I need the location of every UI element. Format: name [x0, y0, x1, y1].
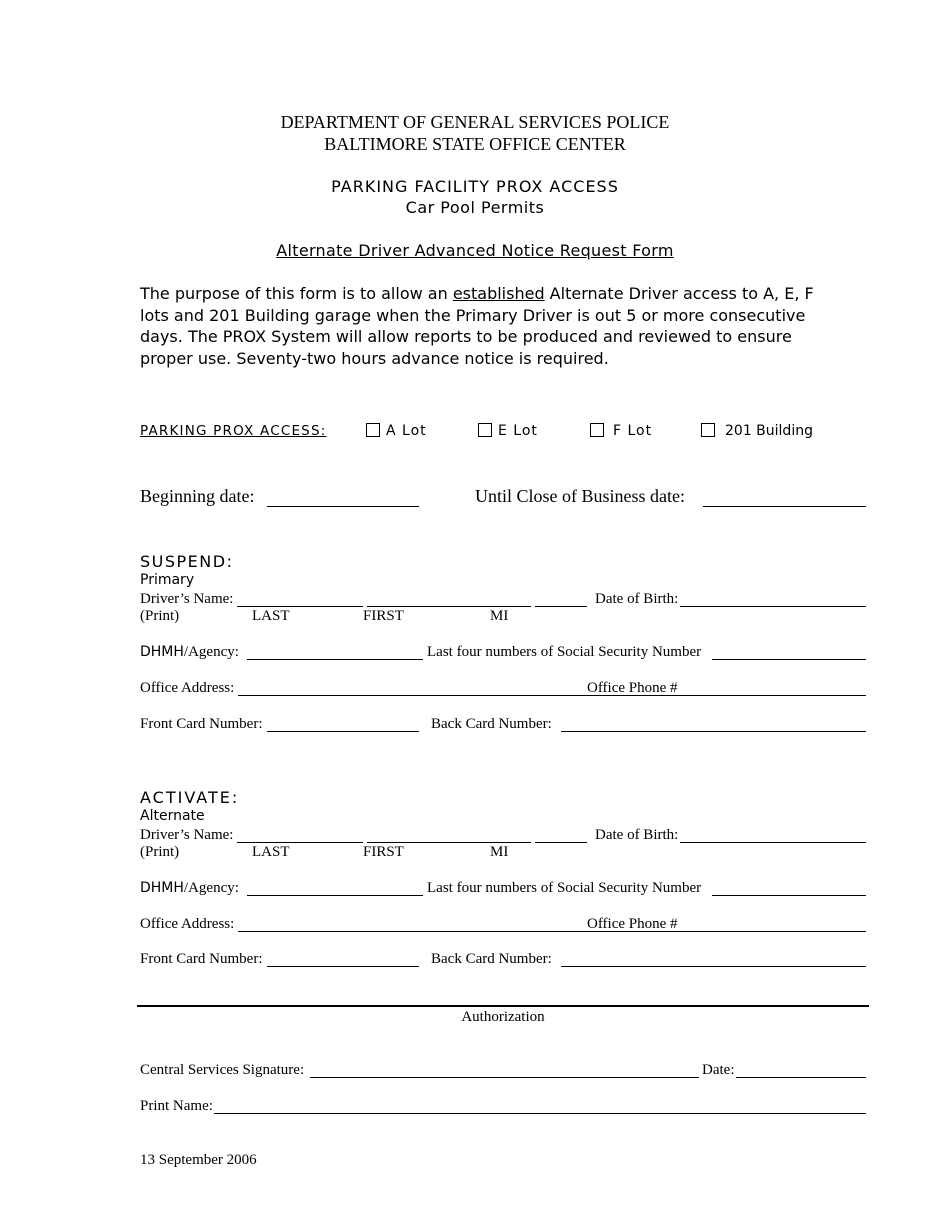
- f-lot-label: F Lot: [613, 423, 653, 439]
- suspend-last-label: LAST: [252, 608, 290, 624]
- suspend-first-label: FIRST: [363, 608, 404, 624]
- suspend-mi-label: MI: [490, 608, 509, 624]
- intro-text-2: Alternate Driver access to A, E, F lots and 201 Building garage when the Primary Driver is out 5 or more consecutive days. The PROX System will allow reports to be produced and reviewed to ensure proper use. Seventy-two hours advance notice is required.: [140, 284, 814, 368]
- suspend-ssn-field[interactable]: [712, 659, 866, 660]
- activate-role: Alternate: [140, 808, 205, 824]
- suspend-heading: SUSPEND:: [140, 552, 234, 571]
- e-lot-checkbox[interactable]: [478, 423, 492, 437]
- 201-building-checkbox[interactable]: [701, 423, 715, 437]
- authorization-divider: [137, 1005, 869, 1007]
- activate-mi-field[interactable]: [535, 842, 587, 843]
- activate-office-address-label: Office Address:: [140, 916, 235, 932]
- activate-print-label: (Print): [140, 844, 180, 860]
- activate-agency-label: DHMH/Agency:: [140, 880, 239, 896]
- until-date-label: Until Close of Business date:: [475, 486, 685, 506]
- activate-back-card-label: Back Card Number:: [431, 951, 552, 967]
- activate-last-label: LAST: [252, 844, 290, 860]
- activate-dob-label: Date of Birth:: [595, 827, 679, 843]
- office-center-title: BALTIMORE STATE OFFICE CENTER: [324, 134, 626, 154]
- suspend-role: Primary: [140, 572, 195, 588]
- activate-heading: ACTIVATE:: [140, 788, 240, 807]
- a-lot-label: A Lot: [386, 423, 427, 439]
- intro-text-1: The purpose of this form is to allow an: [140, 284, 453, 303]
- activate-ssn-label: Last four numbers of Social Security Number: [427, 880, 702, 896]
- suspend-back-card-field[interactable]: [561, 731, 866, 732]
- suspend-mi-field[interactable]: [535, 606, 587, 607]
- agency-title: DEPARTMENT OF GENERAL SERVICES POLICE: [280, 112, 670, 132]
- print-name-field[interactable]: [214, 1113, 866, 1114]
- parking-prox-access-label: PARKING PROX ACCESS:: [140, 423, 327, 439]
- until-date-field[interactable]: [703, 506, 866, 507]
- beginning-date-field[interactable]: [267, 506, 419, 507]
- activate-front-card-label: Front Card Number:: [140, 951, 263, 967]
- form-title: Alternate Driver Advanced Notice Request Form: [276, 241, 674, 260]
- signature-field[interactable]: [310, 1077, 699, 1078]
- activate-agency-field[interactable]: [247, 895, 423, 896]
- activate-mi-label: MI: [490, 844, 509, 860]
- beginning-date-label: Beginning date:: [140, 486, 255, 506]
- signature-label: Central Services Signature:: [140, 1062, 305, 1078]
- suspend-driver-name-label: Driver’s Name:: [140, 591, 234, 607]
- activate-first-label: FIRST: [363, 844, 404, 860]
- activate-front-card-field[interactable]: [267, 966, 419, 967]
- suspend-print-label: (Print): [140, 608, 180, 624]
- suspend-dob-field[interactable]: [680, 606, 866, 607]
- 201-building-label: 201 Building: [725, 423, 813, 439]
- suspend-front-card-field[interactable]: [267, 731, 419, 732]
- suspend-dob-label: Date of Birth:: [595, 591, 679, 607]
- suspend-agency-field[interactable]: [247, 659, 423, 660]
- suspend-front-card-label: Front Card Number:: [140, 716, 263, 732]
- suspend-first-name-field[interactable]: [367, 606, 531, 607]
- suspend-office-address-field[interactable]: [238, 695, 866, 696]
- activate-driver-name-label: Driver’s Name:: [140, 827, 234, 843]
- activate-first-name-field[interactable]: [367, 842, 531, 843]
- print-name-label: Print Name:: [140, 1098, 213, 1114]
- intro-paragraph: [140, 283, 840, 369]
- intro-emphasis: established: [452, 284, 545, 303]
- activate-office-address-field[interactable]: [238, 931, 866, 932]
- footer-date: 13 September 2006: [140, 1152, 257, 1168]
- authorization-heading: Authorization: [461, 1009, 545, 1025]
- parking-facility-title: PARKING FACILITY PROX ACCESS: [331, 177, 619, 196]
- f-lot-checkbox[interactable]: [590, 423, 604, 437]
- activate-last-name-field[interactable]: [237, 842, 363, 843]
- suspend-back-card-label: Back Card Number:: [431, 716, 552, 732]
- suspend-last-name-field[interactable]: [237, 606, 363, 607]
- signature-date-label: Date:: [702, 1062, 735, 1078]
- suspend-office-address-label: Office Address:: [140, 680, 235, 696]
- suspend-ssn-label: Last four numbers of Social Security Number: [427, 644, 702, 660]
- e-lot-label: E Lot: [498, 423, 538, 439]
- signature-date-field[interactable]: [736, 1077, 866, 1078]
- activate-dob-field[interactable]: [680, 842, 866, 843]
- activate-ssn-field[interactable]: [712, 895, 866, 896]
- activate-back-card-field[interactable]: [561, 966, 866, 967]
- car-pool-subtitle: Car Pool Permits: [405, 198, 545, 217]
- suspend-agency-label: DHMH/Agency:: [140, 644, 239, 660]
- a-lot-checkbox[interactable]: [366, 423, 380, 437]
- activate-office-phone-label: Office Phone #: [587, 916, 678, 932]
- suspend-office-phone-label: Office Phone #: [587, 680, 678, 696]
